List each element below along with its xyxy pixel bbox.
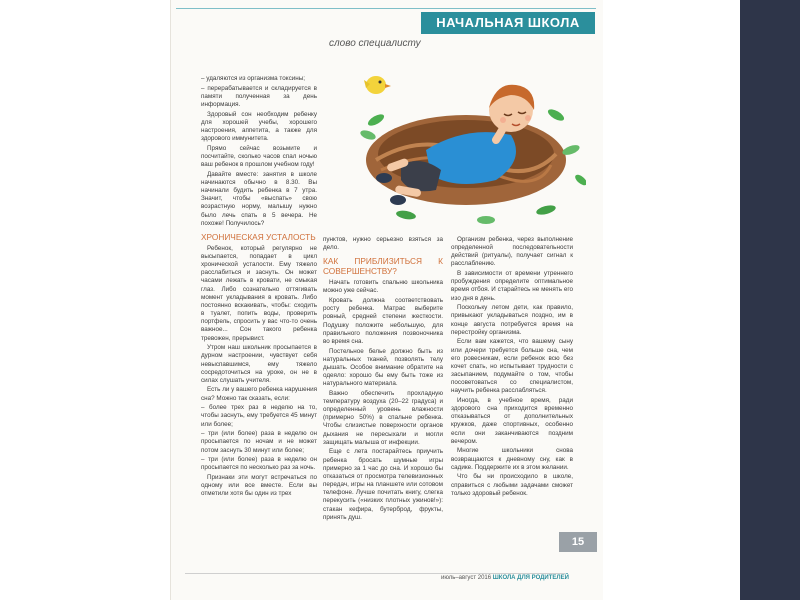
- text-column-3: [451, 236, 573, 499]
- paragraph: – перерабатывается и складируется в памяти полученная за день информация.: [201, 84, 317, 108]
- footer: [441, 575, 569, 581]
- text-column-1: [201, 75, 317, 500]
- header-rule: [176, 8, 596, 9]
- footer-issue: июль–август 2016: [441, 575, 492, 581]
- paragraph: Организм ребенка, через выполнение определенной последовательности действий (ритуалы), получает сигнал к расслаблению.: [451, 236, 573, 268]
- paragraph: Ребенок, который регулярно не высыпается, попадает в цикл хронической усталости. Ему тяжело расслабиться и заснуть. Он может часами лежать в кровати, не смыкая глаз. Либо сознательно оттягивать момент укладывания в кровать. Либо постоянно вскакивать, чтобы: сходить в туалет, попить воды, проверить портфель, спросить у вас что-то очень важное... Сон такого ребенка тревожен, прерывист.: [201, 244, 317, 342]
- paragraph: В зависимости от времени утреннего пробуждения определите оптимальное время отбоя. И старайтесь не менять его изо дня в день.: [451, 270, 573, 302]
- paragraph: – более трех раз в неделю на то, чтобы заснуть, ему требуется 45 минут или более;: [201, 404, 317, 428]
- magazine-page: [170, 0, 603, 600]
- sleeping-boy-illustration: [346, 70, 586, 230]
- paragraph: Утром наш школьник просыпается в дурном настроении, чувствует себя невыспавшимся, ему тяжело сосредоточиться на уроке, он не в силах слушать учителя.: [201, 344, 317, 384]
- paragraph: Есть ли у вашего ребенка нарушения сна? Можно так сказать, если:: [201, 386, 317, 402]
- paragraph: – удаляются из организма токсины;: [201, 75, 305, 82]
- paragraph: Здоровый сон необходим ребенку для хорошей учебы, хорошего настроения, аппетита, а также для здорового иммунитета.: [201, 110, 317, 143]
- section-title-bar: НАЧАЛЬНАЯ ШКОЛА: [421, 12, 595, 34]
- paragraph: Многие школьники снова возвращаются к дневному сну, как в садике. Поддержите их в этом желании.: [451, 447, 573, 471]
- paragraph: Давайте вместе: занятия в школе начинаются обычно в 8.30. Вы начинали будить ребенка в 7 утра. Значит, чтобы «выспать» свою возрастную норму, малышу нужно было лечь спать в 5 вечера. Не похоже! Получилось?: [201, 170, 317, 227]
- paragraph: Признаки эти могут встречаться по одному или все вместе. Если вы отметили хотя бы один из трех: [201, 474, 317, 498]
- paragraph: Кровать должна соответствовать росту ребенка. Матрас выберите ровный, средней степени жесткости. Подушку положите небольшую, для правильного положения позвоночника во время сна.: [323, 297, 443, 345]
- paragraph: Еще с лета постарайтесь приучить ребенка бросать шумные игры примерно за 1 час до сна. И хорошо бы отказаться от просмотра телевизионных передач, игры на планшете или сотовом телефоне. Лучше почитать книгу, слегка перекусить («низких плотных ужинов!»): стакан кефира, бутерброд, фрукты, принять душ.: [323, 448, 443, 521]
- paragraph: пунктов, нужно серьезно взяться за дело.: [323, 236, 443, 252]
- paragraph: Если вам кажется, что вашему сыну или дочери требуется больше сна, чем его ровесникам, если ребенок всю без кочет спать, но испытывает трудности с засыпанием, подумайте о том, чтобы посоветоваться со специалистом, научить ребенка расслабляться.: [451, 338, 573, 395]
- heading-fatigue: ХРОНИЧЕСКАЯ УСТАЛОСТЬ: [201, 231, 316, 242]
- paragraph: Иногда, в учебное время, ради здорового сна приходится временно отказываться от дополнительных кружков, даже спортивных, особенно если они заканчиваются поздним вечером.: [451, 396, 573, 445]
- footer-magazine: ШКОЛА ДЛЯ РОДИТЕЛЕЙ: [492, 575, 569, 581]
- footer-rule: [185, 573, 565, 574]
- paragraph: Прямо сейчас возьмите и посчитайте, сколько часов спал ночью ваш ребенок в прошлом учебном году!: [201, 144, 317, 169]
- heading-perfection: КАК ПРИБЛИЗИТЬСЯ К СОВЕРШЕНСТВУ?: [323, 256, 443, 277]
- section-label: слово специалисту: [329, 38, 421, 49]
- paragraph: Поскольку летом дети, как правило, привыкают укладываться поздно, им в конце августа потребуется время на перестройку организма.: [451, 304, 573, 336]
- paragraph: Начать готовить спальню школьника можно уже сейчас.: [323, 279, 443, 295]
- paragraph: Важно обеспечить прохладную температуру воздуха (20–22 градуса) и определенный уровень влажности (примерно 50%) в спальне ребенка. Чтобы слизистые поверхности органов дыхания не пересыхали и могли защищать малыша от инфекции.: [323, 389, 443, 446]
- paragraph: – три (или более) раза в неделю он просыпается по несколько раз за ночь.: [201, 456, 317, 472]
- paragraph: Постельное белье должно быть из натуральных тканей, позволять телу дышать. Особое внимание обратите на одеяло: хорошо бы ему быть тоже из натурального материала.: [323, 347, 443, 388]
- paragraph: Что бы ни происходило в школе, справиться с любыми задачами сможет только здоровый ребенок.: [451, 473, 573, 497]
- paragraph: – три (или более) раза в неделю он просыпается по ночам и не может потом заснуть 30 минут или более;: [201, 430, 317, 454]
- right-side-band: [740, 0, 800, 600]
- text-column-2: [323, 236, 443, 523]
- page-number: 15: [559, 532, 597, 552]
